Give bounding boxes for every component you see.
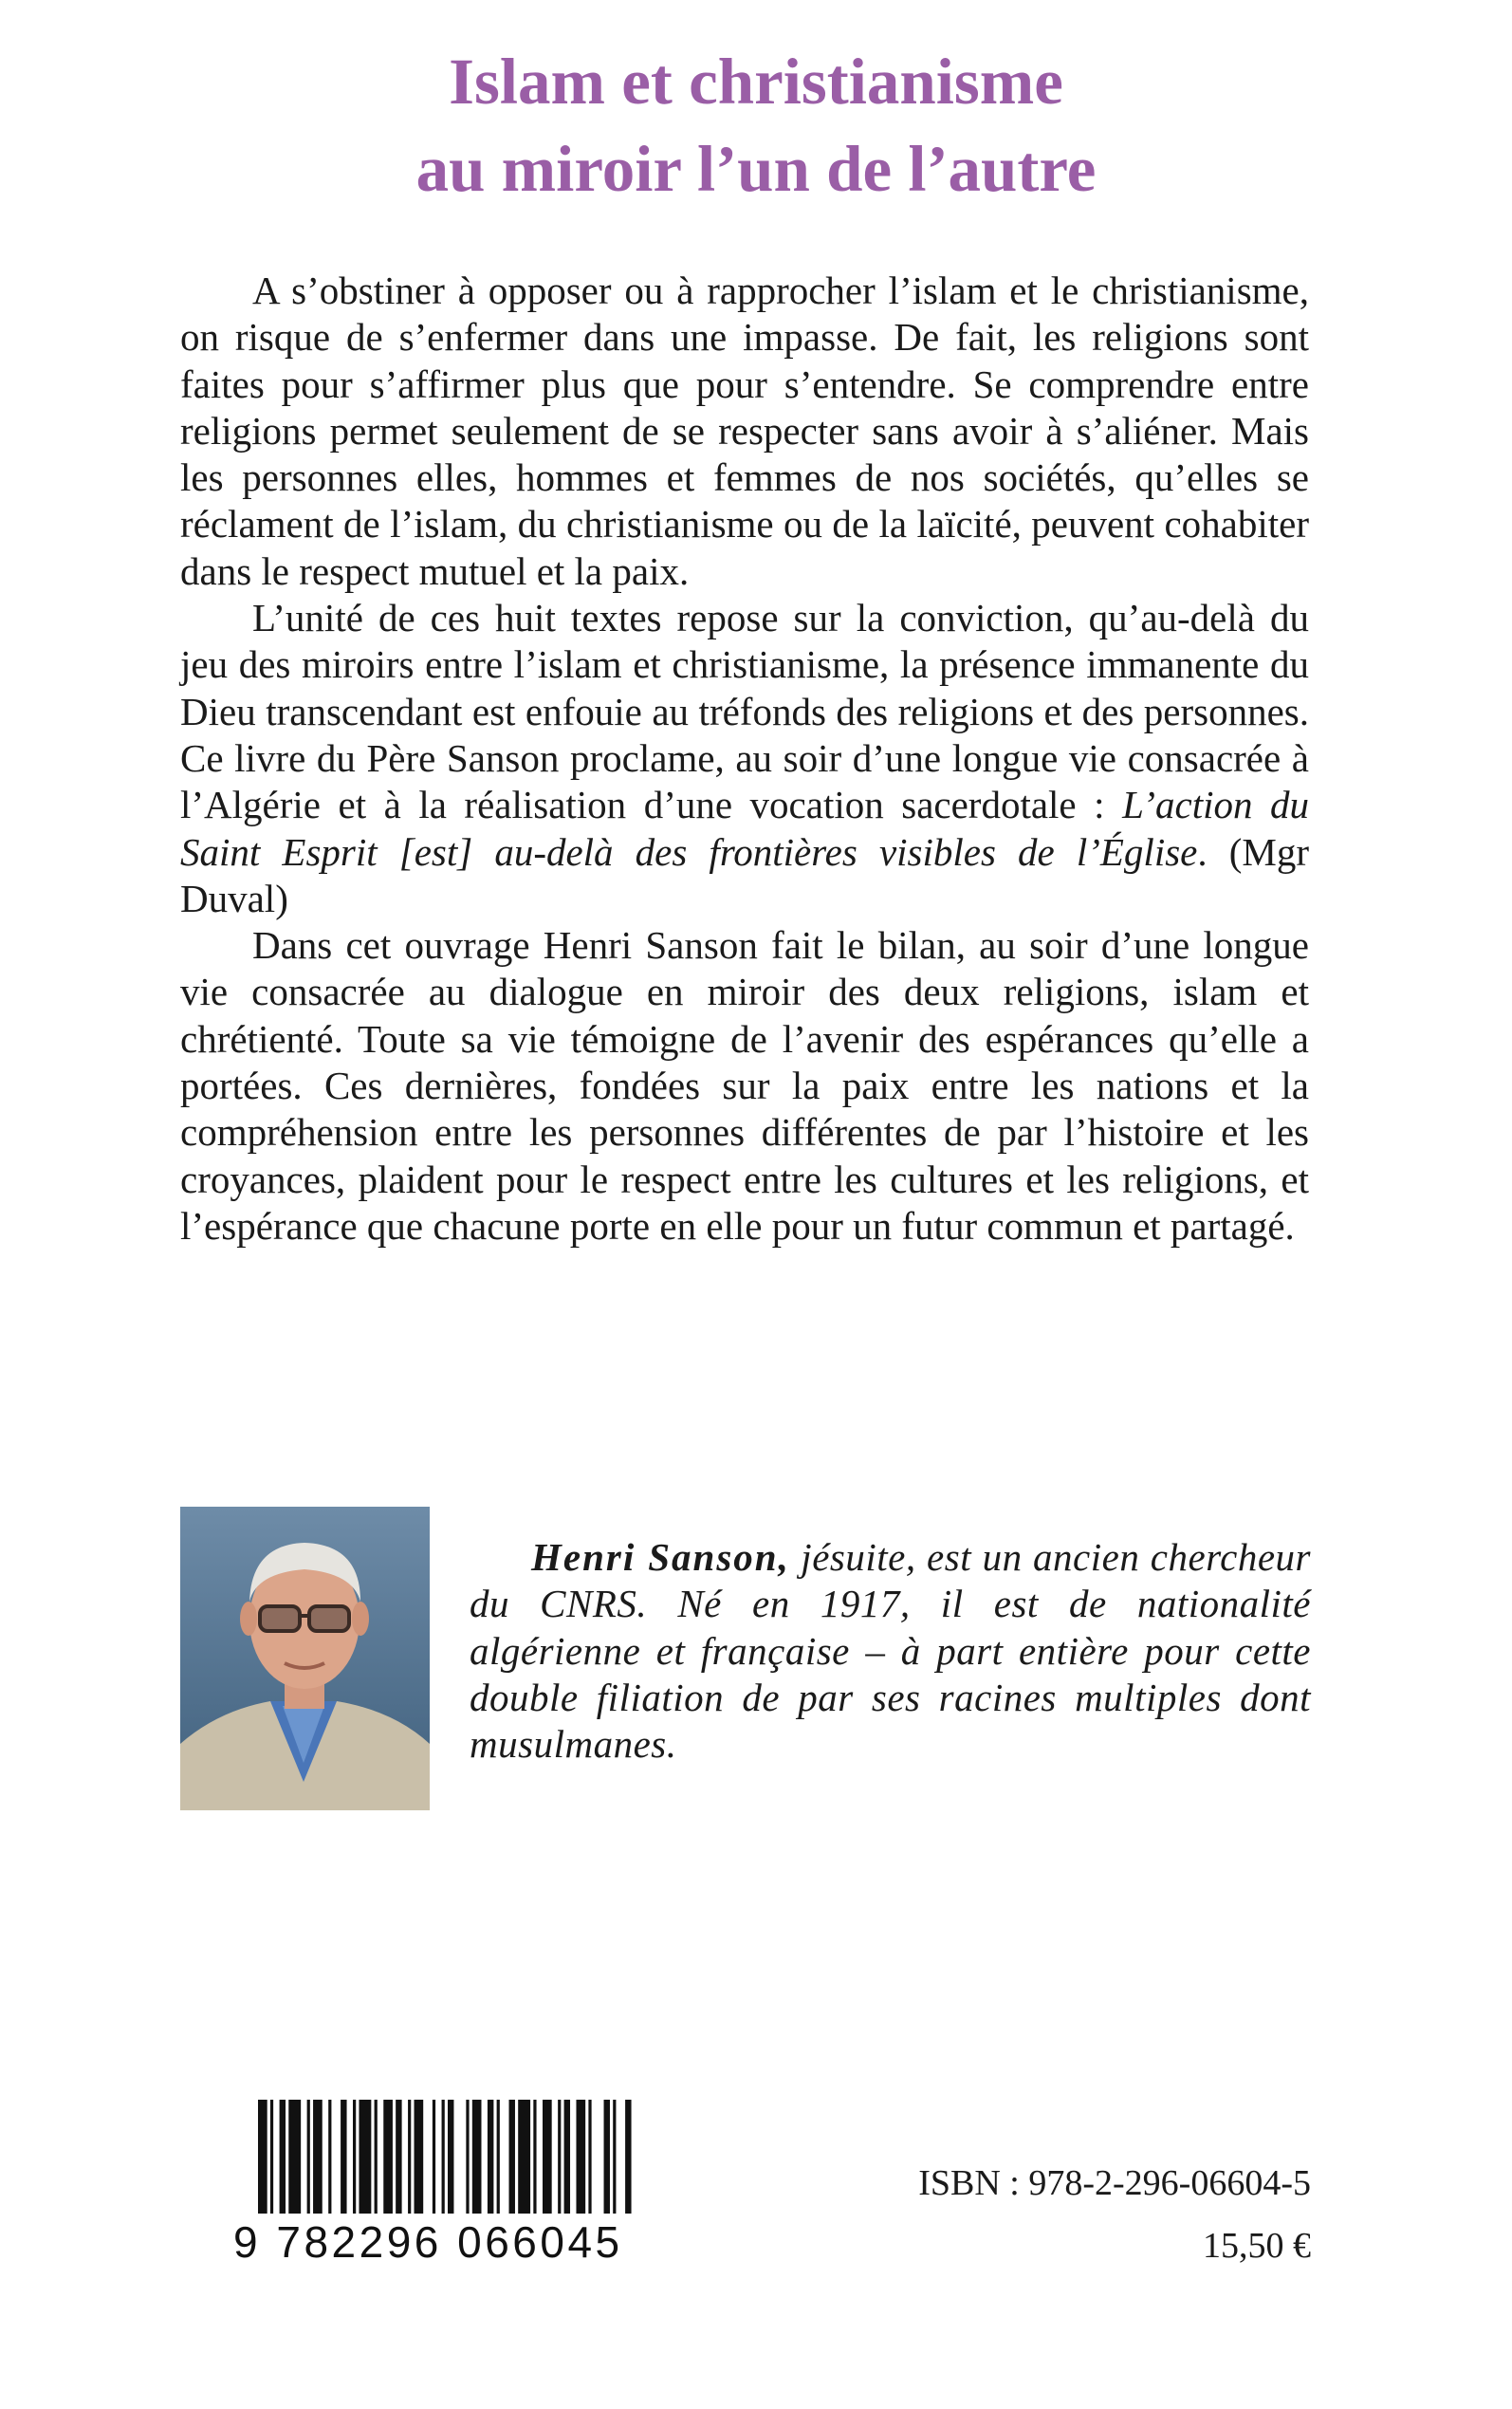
barcode-bar xyxy=(604,2100,610,2214)
barcode-bar xyxy=(497,2100,500,2214)
paragraph-1: A s’obstiner à opposer ou à rapprocher l’islam et le christianisme, on risque de s’enfermer dans une impasse. De fait, les religions sont faites pour s’affirmer plus que pour s’entendre. Se comprendre entre religions permet seulement de se respecter sans avoir à s’aliéner. Mais les personnes elles, hommes et femmes de nos sociétés, qu’elles se réclament de l’islam, du christianisme ou de la laïcité, peuvent cohabiter dans le respect mutuel et la paix. xyxy=(180,269,1309,593)
barcode-bar xyxy=(442,2100,445,2214)
barcode-bar xyxy=(313,2100,323,2214)
barcode-bar xyxy=(472,2100,482,2214)
author-description: jésuite, est un ancien chercheur du CNRS. Né en 1917, il est de nationalité algérienne et française – à part entière pour cette double filiation de par ses racines multiples dont musulmanes. xyxy=(470,1535,1311,1767)
author-name: Henri Sanson, xyxy=(531,1535,790,1579)
book-title xyxy=(0,38,1512,213)
paragraph-2 xyxy=(180,595,1309,922)
barcode-bar xyxy=(533,2100,536,2214)
author-photo xyxy=(180,1507,430,1810)
barcode-bar xyxy=(613,2100,616,2214)
barcode-bar xyxy=(396,2100,401,2214)
author-bio-text xyxy=(470,1534,1311,1768)
barcode-bar xyxy=(518,2100,530,2214)
barcode-bar xyxy=(588,2100,591,2214)
paragraph-2-text: L’unité de ces huit textes repose sur la conviction, qu’au-delà du jeu des miroirs entre l’islam et christianisme, la présence immanente du Dieu transcendant est enfouie au tréfonds des religions et des personnes. Ce livre du Père Sanson proclame, au soir d’une longue vie consacrée à l’Algérie et à la réalisation d’une vocation sacerdotale : xyxy=(180,596,1309,827)
barcode-digits: 9 782296 066045 xyxy=(233,2217,623,2267)
barcode-bar xyxy=(576,2100,585,2214)
paragraph-3: Dans cet ouvrage Henri Sanson fait le bilan, au soir d’une longue vie consacrée au dialogue en miroir des deux religions, islam et chrétienté. Toute sa vie témoigne de l’avenir des espérances qu’elle a portées. Ces dernières, fondées sur la paix entre les nations et la compréhension entre les personnes différentes de par l’histoire et les croyances, plaident pour le respect entre les cultures et les religions, et l’espérance que chacune porte en elle pour un futur commun et partagé. xyxy=(180,923,1309,1248)
barcode-bar xyxy=(307,2100,310,2214)
barcode-bar xyxy=(564,2100,570,2214)
quote-text: L’action du Saint Esprit [est] au-delà des frontières visibles de l’Église xyxy=(180,783,1309,874)
barcode-bar xyxy=(415,2100,424,2214)
barcode-bar xyxy=(353,2100,356,2214)
barcode-bar xyxy=(280,2100,286,2214)
barcode-bar xyxy=(258,2100,267,2214)
author-bio xyxy=(470,1534,1311,1768)
quote-attribution: . (Mgr Duval) xyxy=(180,829,1310,920)
barcode-bar xyxy=(408,2100,411,2214)
barcode-bar xyxy=(488,2100,493,2214)
barcode-bar xyxy=(288,2100,301,2214)
barcode-bar xyxy=(328,2100,331,2214)
barcode-bar xyxy=(359,2100,371,2214)
barcode-bar xyxy=(270,2100,273,2214)
barcode-bars xyxy=(258,2100,637,2214)
barcode-bar xyxy=(341,2100,346,2214)
back-cover-text xyxy=(180,268,1309,1250)
barcode-bar xyxy=(509,2100,515,2214)
title-line-2: au miroir l’un de l’autre xyxy=(415,133,1097,205)
barcode-bar xyxy=(625,2100,631,2214)
barcode-bar xyxy=(466,2100,469,2214)
barcode-bar xyxy=(543,2100,552,2214)
title-line-1: Islam et christianisme xyxy=(449,46,1063,118)
barcode-bar xyxy=(375,2100,378,2214)
barcode-bar xyxy=(448,2100,453,2214)
barcode-bar xyxy=(383,2100,393,2214)
barcode-bar xyxy=(433,2100,435,2214)
isbn-number: ISBN : 978-2-296-06604-5 xyxy=(918,2163,1311,2203)
price: 15,50 € xyxy=(1203,2226,1311,2266)
barcode-bar xyxy=(558,2100,561,2214)
